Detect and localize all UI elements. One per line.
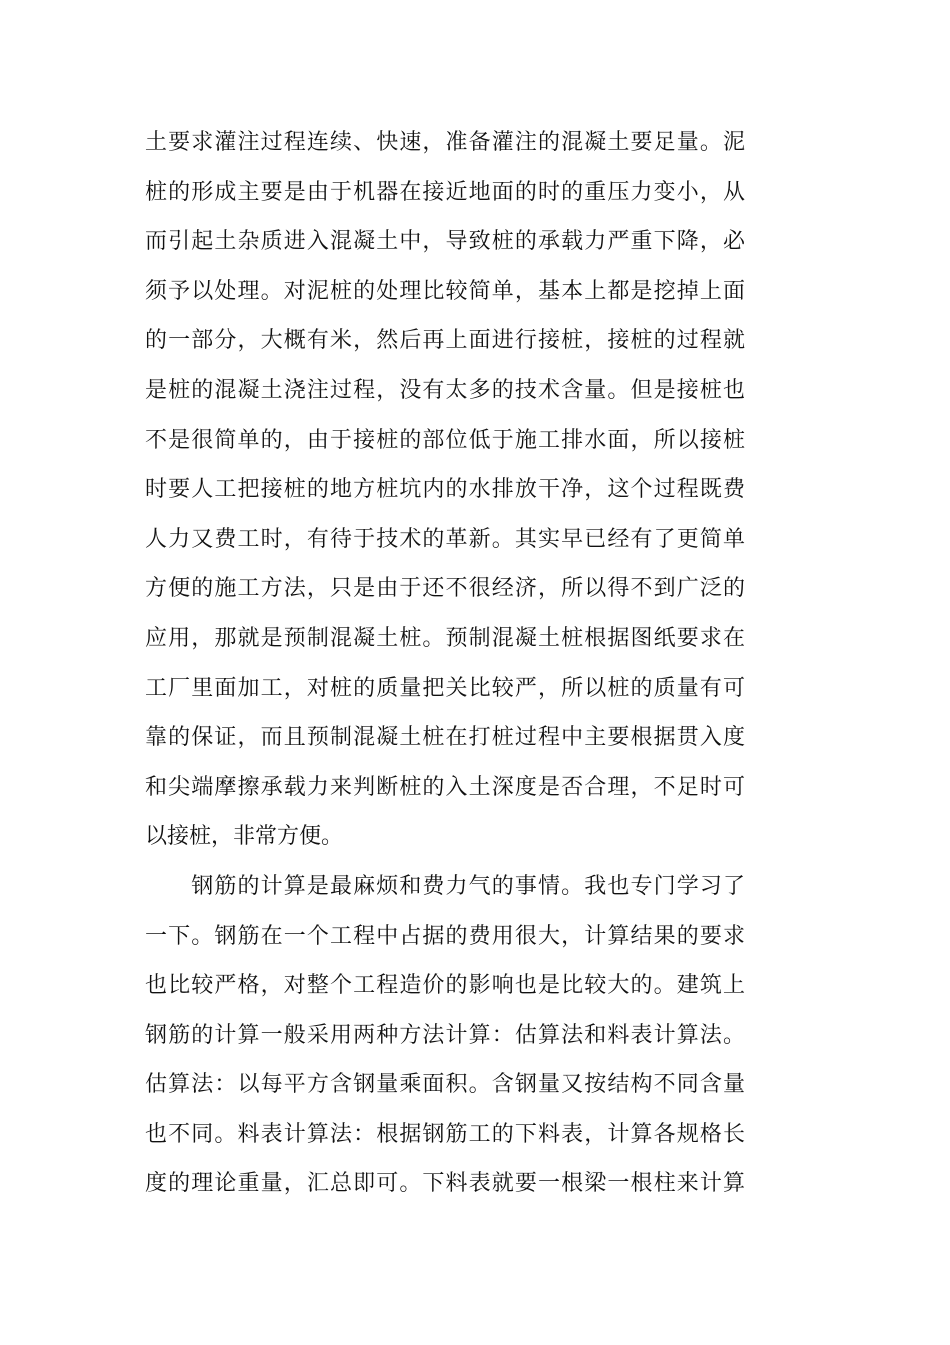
text-line: 应用，那就是预制混凝土桩。预制混凝土桩根据图纸要求在 (145, 625, 745, 651)
text-line: 人力又费工时，有待于技术的革新。其实早已经有了更简单 (145, 526, 745, 552)
text-line: 钢筋的计算是最麻烦和费力气的事情。我也专门学习了 (145, 873, 745, 899)
text-line: 以接桩，非常方便。 (145, 824, 344, 850)
body-text (145, 118, 745, 1209)
text-line: 度的理论重量，汇总即可。下料表就要一根梁一根柱来计算 (145, 1171, 745, 1197)
paragraph-2 (145, 862, 745, 1209)
paragraph-1 (145, 118, 745, 862)
text-line: 也不同。料表计算法：根据钢筋工的下料表，计算各规格长 (145, 1121, 745, 1147)
text-line: 的一部分，大概有米，然后再上面进行接桩，接桩的过程就 (145, 328, 745, 354)
text-line: 而引起土杂质进入混凝土中，导致桩的承载力严重下降，必 (145, 229, 745, 255)
text-line: 一下。钢筋在一个工程中占据的费用很大，计算结果的要求 (145, 923, 745, 949)
text-line: 工厂里面加工，对桩的质量把关比较严，所以桩的质量有可 (145, 675, 745, 701)
text-line: 也比较严格，对整个工程造价的影响也是比较大的。建筑上 (145, 973, 745, 999)
text-line: 不是很简单的，由于接桩的部位低于施工排水面，所以接桩 (145, 427, 745, 453)
text-line: 须予以处理。对泥桩的处理比较简单，基本上都是挖掉上面 (145, 278, 745, 304)
text-line: 方便的施工方法，只是由于还不很经济，所以得不到广泛的 (145, 576, 745, 602)
text-line: 是桩的混凝土浇注过程，没有太多的技术含量。但是接桩也 (145, 377, 745, 403)
text-line: 钢筋的计算一般采用两种方法计算：估算法和料表计算法。 (145, 1022, 745, 1048)
text-line: 时要人工把接桩的地方桩坑内的水排放干净，这个过程既费 (145, 477, 745, 503)
text-line: 土要求灌注过程连续、快速，准备灌注的混凝土要足量。泥 (145, 130, 745, 155)
text-line: 和尖端摩擦承载力来判断桩的入土深度是否合理，不足时可 (145, 774, 745, 800)
text-line: 估算法：以每平方含钢量乘面积。含钢量又按结构不同含量 (145, 1072, 745, 1098)
text-line: 靠的保证，而且预制混凝土桩在打桩过程中主要根据贯入度 (145, 725, 745, 751)
text-line: 桩的形成主要是由于机器在接近地面的时的重压力变小，从 (145, 179, 745, 205)
